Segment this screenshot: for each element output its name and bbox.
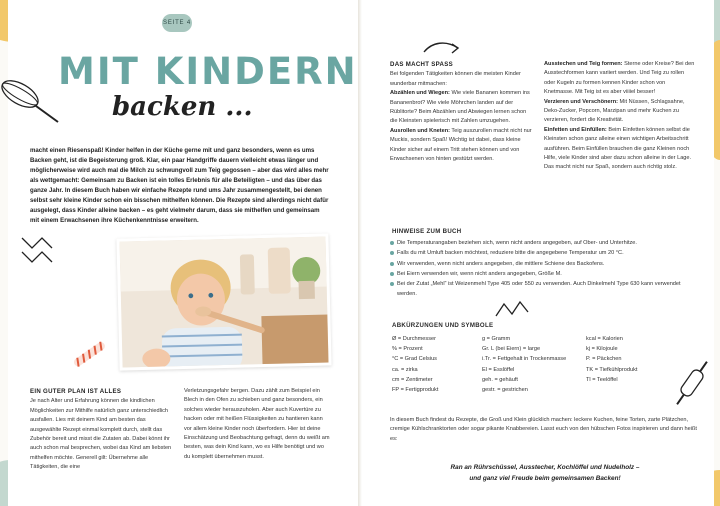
spass-item-shaping-text: Sterne oder Kreise? Bei den Ausstechformen kann variiert werden. Und Teig zu rollen oder Kugeln zu formen kennen Kinder schon von Knetmasse. Mit Teig ist es aber viiiiel besser! xyxy=(544,61,695,96)
abbreviations-heading: ABKÜRZUNGEN UND SYMBOLE xyxy=(392,322,494,329)
hint-item: Bei der Zutat „Mehl“ ist Weizenmehl Type 405 oder 550 zu verwenden. Auch Dinkelmehl Type 630 kann verwendet werden. xyxy=(390,279,690,300)
spass-item-counting-text: Wie viele Bananen kommen ins Bananenbrot? Wie viele Möhrchen landen auf der Rüblitorte? Beim Abzählen und Abwiegen lernen schon die Kleinsten spielerisch mit Zahlen umzugehen. xyxy=(390,90,530,125)
hint-item: Bei Eiern verwenden wir, wenn nicht anders angegeben, Größe M. xyxy=(390,269,690,279)
plan-text-1: Je nach Alter und Erfahrung können die kindlichen Möglichkeiten zur Mithilfe natürlich ganz unterschiedlich ausfallen. Lies mit deinem Kind am besten das ausgewählte Rezept einmal komplett durch, stellt das Zubehör bereit und misst die Zutaten ab. Dabei könnt ihr auch schon mal besprechen, wobei das Kind am liebsten mithelfen möchte. Generell gilt: Übernehme alle Tätigkeiten, die eine xyxy=(30,398,172,471)
spass-item-rolling-title: Ausrollen und Kneten: xyxy=(390,127,450,134)
abbr-cell: El = Esslöffel xyxy=(482,366,515,373)
book-gutter xyxy=(358,0,362,506)
abbr-cell: ca. = zirka xyxy=(392,366,418,373)
abbr-cell: P. = Päckchen xyxy=(586,356,622,363)
abbr-cell: g = Gramm xyxy=(482,336,511,342)
candy-stripe-icon xyxy=(70,340,110,370)
spass-item-decorating xyxy=(544,98,696,126)
abbreviations-table xyxy=(392,334,712,395)
abbr-cell: geh. = gehäuft xyxy=(482,376,518,383)
spass-column-1 xyxy=(390,60,532,164)
abbr-cell: Tl = Teelöffel xyxy=(586,376,618,383)
page-subtitle: backen ... xyxy=(112,92,253,122)
intro-text: macht einen Riesenspaß! Kinder helfen in der Küche gerne mit und ganz besonders, wenn es ums Backen geht, ist die Begeisterung groß. Klar, ein paar Handgriffe dauern vielleicht etwas länger und möglicherweise wird auch mal die Milch zu schwungvoll zum Teig gegossen – aber das wird alles mehr als wettgemacht: Gemeinsam zu Backen ist ein tolles Erlebnis für alle Beteiligten – und das über das ganze Jahr. In diesem Buch haben wir einfache Rezepte rund ums Jahr zusammengestellt, bei denen selbst sehr kleine Kinder schon ein bisschen mithelfen können. Die Rezepte sind allerdings nicht dafür ausgelegt, dass Kinder alleine backen – es geht vielmehr darum, dass sie mithelfen und gemeinsam mit einem Erwachsenen ihre Küchenkenntnisse erweitern. xyxy=(30,147,329,224)
hint-item: Die Temperaturangaben beziehen sich, wenn nicht anders angegeben, auf Ober- und Unterhitze. xyxy=(390,238,690,248)
abbr-cell: cm = Zentimeter xyxy=(392,376,433,383)
spass-item-decorating-text: Mit Nüssen, Schlagsahne, Deko-Zucker, Popcorn, Marzipan und mehr Kuchen zu verzieren, fordert die Kreativität. xyxy=(544,98,685,124)
spass-item-rolling-text: Teig auszurollen macht nicht nur Muckis, sondern Spaß! Wichtig ist dabei, dass kleine Kinder sicher auf einem Tritt stehen können und von Erwachsenen von hinten gestützt werden. xyxy=(390,127,532,163)
zigzag-icon xyxy=(18,232,58,268)
abbr-cell: kcal = Kalorien xyxy=(586,336,623,342)
spass-item-greasing-text: Beim Einfetten können selbst die Kleinsten schon ganz alleine einen wichtigen Arbeitsschritt ausführen. Beim Einfüllen brauchen die ganz Kleinen noch Hilfe, viele Kinder sind aber dazu schon alleine in der Lage. Das macht nicht nur Spaß, sondern auch richtig stolz. xyxy=(544,126,692,171)
abbr-cell: FP = Fertigprodukt xyxy=(392,387,439,394)
closing-line-1: Ran an Rührschüssel, Ausstecher, Kochlöffel und Nudelholz – xyxy=(450,464,640,471)
spass-item-shaping-title: Ausstechen und Teig formen: xyxy=(544,61,623,67)
abbr-cell: °C = Grad Celsius xyxy=(392,356,437,363)
spass-item-rolling xyxy=(390,127,532,165)
closing-statement xyxy=(390,462,700,484)
squiggle-icon xyxy=(494,298,534,320)
page-title: MIT KINDERN xyxy=(58,50,358,93)
abbr-cell: kj = Kilojoule xyxy=(586,346,618,353)
abbr-cell: TK = Tiefkühlprodukt xyxy=(586,366,638,373)
plan-heading: EIN GUTER PLAN IST ALLES xyxy=(30,388,122,395)
plan-text-2: Verletzungsgefahr bergen. Dazu zählt zum Beispiel ein Blech in den Ofen zu schieben und ganz besonders, ein solches wieder herauszuholen. Aber auch Kuvertüre zu hacken oder mit heißen Flüssigkeiten zu hantieren kann vor allem kleine Kinder noch überfordern. Hier ist deine Einschätzung und Beobachtung gefragt, denn du weißt am besten, was dein Kind kann, wo es Hilfe benötigt und wo du komplett übernehmen musst. xyxy=(184,388,330,460)
rolling-pin-icon xyxy=(672,348,712,418)
spass-column-2 xyxy=(544,60,696,173)
abbr-cell: i.Tr. = Fettgehalt in Trockenmasse xyxy=(482,356,567,363)
plan-column-1 xyxy=(30,387,172,473)
abbr-cell: gestr. = gestrichen xyxy=(482,387,528,394)
plan-column-2 xyxy=(184,387,330,462)
hint-item: Wir verwenden, wenn nicht anders angegeben, die mittlere Schiene des Backofens. xyxy=(390,259,690,269)
page-number-label: SEITE 4 xyxy=(163,20,191,26)
abbr-cell: Gr. L (bei Eiern) = large xyxy=(482,346,541,353)
outro-text: In diesem Buch findest du Rezepte, die Groß und Klein glücklich machen: leckere Kuchen, feine Torten, zarte Plätzchen, cremige Kühlschranktorten oder sogar pikante Knabbereien. Lasst euch von den hübschen Fotos inspirieren und dann heißt es: xyxy=(390,417,697,442)
arrow-icon xyxy=(420,38,464,60)
abbr-cell: % = Prozent xyxy=(392,346,423,353)
spass-lead: Bei folgenden Tätigkeiten können die meisten Kinder wunderbar mitmachen: xyxy=(390,71,521,87)
whisk-icon xyxy=(0,72,70,142)
child-baking-photo xyxy=(116,233,331,370)
spass-item-shaping xyxy=(544,60,696,98)
spass-item-greasing-title: Einfetten und Einfüllen: xyxy=(544,126,607,133)
hint-item: Falls du mit Umluft backen möchtest, reduziere bitte die angegebene Temperatur um 20 °C. xyxy=(390,248,690,258)
spass-heading: DAS MACHT SPASS xyxy=(390,61,453,68)
child-with-spoon-image xyxy=(119,236,331,370)
closing-line-2: und ganz viel Freude beim gemeinsamen Backen! xyxy=(469,475,621,482)
hints-list xyxy=(390,238,690,300)
page-number-badge xyxy=(162,14,192,32)
spass-item-counting-title: Abzählen und Wiegen: xyxy=(390,90,450,97)
abbr-cell: Ø = Durchmesser xyxy=(392,336,436,342)
spass-item-decorating-title: Verzieren und Verschönern: xyxy=(544,98,618,105)
spass-item-counting xyxy=(390,89,532,127)
spass-item-greasing xyxy=(544,126,696,173)
hints-heading: HINWEISE ZUM BUCH xyxy=(392,228,462,235)
